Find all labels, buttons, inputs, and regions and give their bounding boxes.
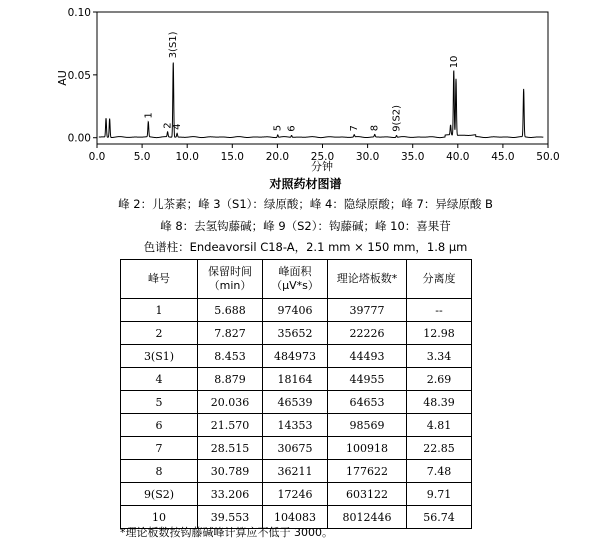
table-row bbox=[121, 345, 472, 368]
cell-resolution: 9.71 bbox=[407, 483, 472, 506]
cell-peak-no: 1 bbox=[121, 299, 198, 322]
cell-peak-no: 3(S1) bbox=[121, 345, 198, 368]
x-tick-label: 15.0 bbox=[220, 151, 244, 163]
chromatogram bbox=[0, 0, 611, 175]
peak-label: 3(S1) bbox=[168, 31, 180, 59]
header-theoretical-plates: 理论塔板数* bbox=[328, 260, 407, 299]
x-tick-label: 30.0 bbox=[355, 151, 380, 163]
cell-retention-time: 33.206 bbox=[198, 483, 263, 506]
cell-retention-time: 21.570 bbox=[198, 414, 263, 437]
cell-peak-area: 36211 bbox=[263, 460, 328, 483]
x-tick-label: 40.0 bbox=[446, 151, 470, 163]
cell-peak-no: 7 bbox=[121, 437, 198, 460]
cell-theoretical-plates: 22226 bbox=[328, 322, 407, 345]
cell-peak-no: 8 bbox=[121, 460, 198, 483]
header-resolution: 分离度 bbox=[407, 260, 472, 299]
cell-theoretical-plates: 98569 bbox=[328, 414, 407, 437]
cell-theoretical-plates: 64653 bbox=[328, 391, 407, 414]
table-row bbox=[121, 299, 472, 322]
cell-resolution: 3.34 bbox=[407, 345, 472, 368]
cell-peak-area: 30675 bbox=[263, 437, 328, 460]
cell-resolution: 12.98 bbox=[407, 322, 472, 345]
cell-peak-no: 10 bbox=[121, 506, 198, 529]
x-tick-label: 20.0 bbox=[265, 151, 290, 163]
cell-resolution: 7.48 bbox=[407, 460, 472, 483]
cell-theoretical-plates: 8012446 bbox=[328, 506, 407, 529]
cell-theoretical-plates: 44955 bbox=[328, 368, 407, 391]
cell-resolution: 48.39 bbox=[407, 391, 472, 414]
table-row bbox=[121, 414, 472, 437]
y-tick-label: 0.10 bbox=[67, 7, 91, 19]
cell-theoretical-plates: 39777 bbox=[328, 299, 407, 322]
cell-peak-area: 104083 bbox=[263, 506, 328, 529]
cell-retention-time: 39.553 bbox=[198, 506, 263, 529]
cell-peak-no: 2 bbox=[121, 322, 198, 345]
cell-theoretical-plates: 44493 bbox=[328, 345, 407, 368]
cell-retention-time: 7.827 bbox=[198, 322, 263, 345]
cell-resolution: -- bbox=[407, 299, 472, 322]
y-axis-label: AU bbox=[56, 70, 69, 86]
table-row bbox=[121, 322, 472, 345]
cell-theoretical-plates: 177622 bbox=[328, 460, 407, 483]
header-peak-no: 峰号 bbox=[121, 260, 198, 299]
peak-label: 7 bbox=[349, 125, 361, 132]
cell-peak-area: 46539 bbox=[263, 391, 328, 414]
cell-peak-area: 18164 bbox=[263, 368, 328, 391]
x-tick-label: 50.0 bbox=[536, 151, 560, 163]
x-tick-label: 5.0 bbox=[133, 151, 151, 163]
cell-resolution: 56.74 bbox=[407, 506, 472, 529]
column-info-line: 色谱柱：Endeavorsil C18-A，2.1 mm × 150 mm，1.8 μm bbox=[143, 240, 468, 254]
peak-label: 10 bbox=[448, 55, 460, 69]
cell-theoretical-plates: 603122 bbox=[328, 483, 407, 506]
cell-retention-time: 8.879 bbox=[198, 368, 263, 391]
cell-peak-area: 14353 bbox=[263, 414, 328, 437]
cell-theoretical-plates: 100918 bbox=[328, 437, 407, 460]
cell-peak-area: 484973 bbox=[263, 345, 328, 368]
cell-retention-time: 8.453 bbox=[198, 345, 263, 368]
cell-retention-time: 20.036 bbox=[198, 391, 263, 414]
table-footnote: *理论板数按钩藤碱峰计算应不低于 3000。 bbox=[120, 526, 333, 539]
cell-peak-no: 9(S2) bbox=[121, 483, 198, 506]
cell-retention-time: 30.789 bbox=[198, 460, 263, 483]
peak-label: 9(S2) bbox=[391, 104, 403, 132]
y-tick-label: 0.00 bbox=[67, 132, 91, 145]
x-tick-label: 45.0 bbox=[491, 151, 515, 163]
figure-caption-title: 对照药材图谱 bbox=[269, 177, 342, 191]
peak-label: 5 bbox=[272, 124, 284, 132]
cell-resolution: 2.69 bbox=[407, 368, 472, 391]
peak-label: 2 bbox=[162, 122, 174, 129]
cell-retention-time: 5.688 bbox=[198, 299, 263, 322]
table-row bbox=[121, 368, 472, 391]
x-tick-label: 25.0 bbox=[310, 151, 335, 163]
x-tick-label: 0.0 bbox=[88, 151, 106, 163]
cell-resolution: 22.85 bbox=[407, 437, 472, 460]
cell-peak-area: 35652 bbox=[263, 322, 328, 345]
cell-peak-no: 4 bbox=[121, 368, 198, 391]
peak-results-table bbox=[120, 259, 472, 529]
cell-retention-time: 28.515 bbox=[198, 437, 263, 460]
x-tick-label: 35.0 bbox=[401, 151, 425, 163]
table-row bbox=[121, 460, 472, 483]
x-axis-label: 分钟 bbox=[311, 160, 333, 173]
cell-peak-no: 5 bbox=[121, 391, 198, 414]
cell-resolution: 4.81 bbox=[407, 414, 472, 437]
peak-label: 4 bbox=[172, 123, 184, 130]
cell-peak-area: 97406 bbox=[263, 299, 328, 322]
table-row bbox=[121, 437, 472, 460]
peak-label: 6 bbox=[286, 125, 298, 132]
peak-identification-line-1: 峰 2：儿茶素；峰 3（S1）：绿原酸；峰 4：隐绿原酸；峰 7：异绿原酸 B bbox=[118, 197, 493, 211]
header-peak-area: 峰面积 （μV*s） bbox=[263, 260, 328, 299]
table-header-row bbox=[121, 260, 472, 299]
cell-peak-area: 17246 bbox=[263, 483, 328, 506]
peak-label: 1 bbox=[143, 112, 155, 119]
cell-peak-no: 6 bbox=[121, 414, 198, 437]
header-retention-time: 保留时间 （min） bbox=[198, 260, 263, 299]
table-row bbox=[121, 483, 472, 506]
table-row bbox=[121, 391, 472, 414]
y-tick-label: 0.05 bbox=[67, 69, 91, 82]
peak-identification-line-2: 峰 8：去氢钩藤碱；峰 9（S2）：钩藤碱；峰 10：喜果苷 bbox=[160, 219, 451, 233]
x-tick-label: 10.0 bbox=[175, 151, 199, 163]
peak-label: 8 bbox=[369, 124, 381, 132]
